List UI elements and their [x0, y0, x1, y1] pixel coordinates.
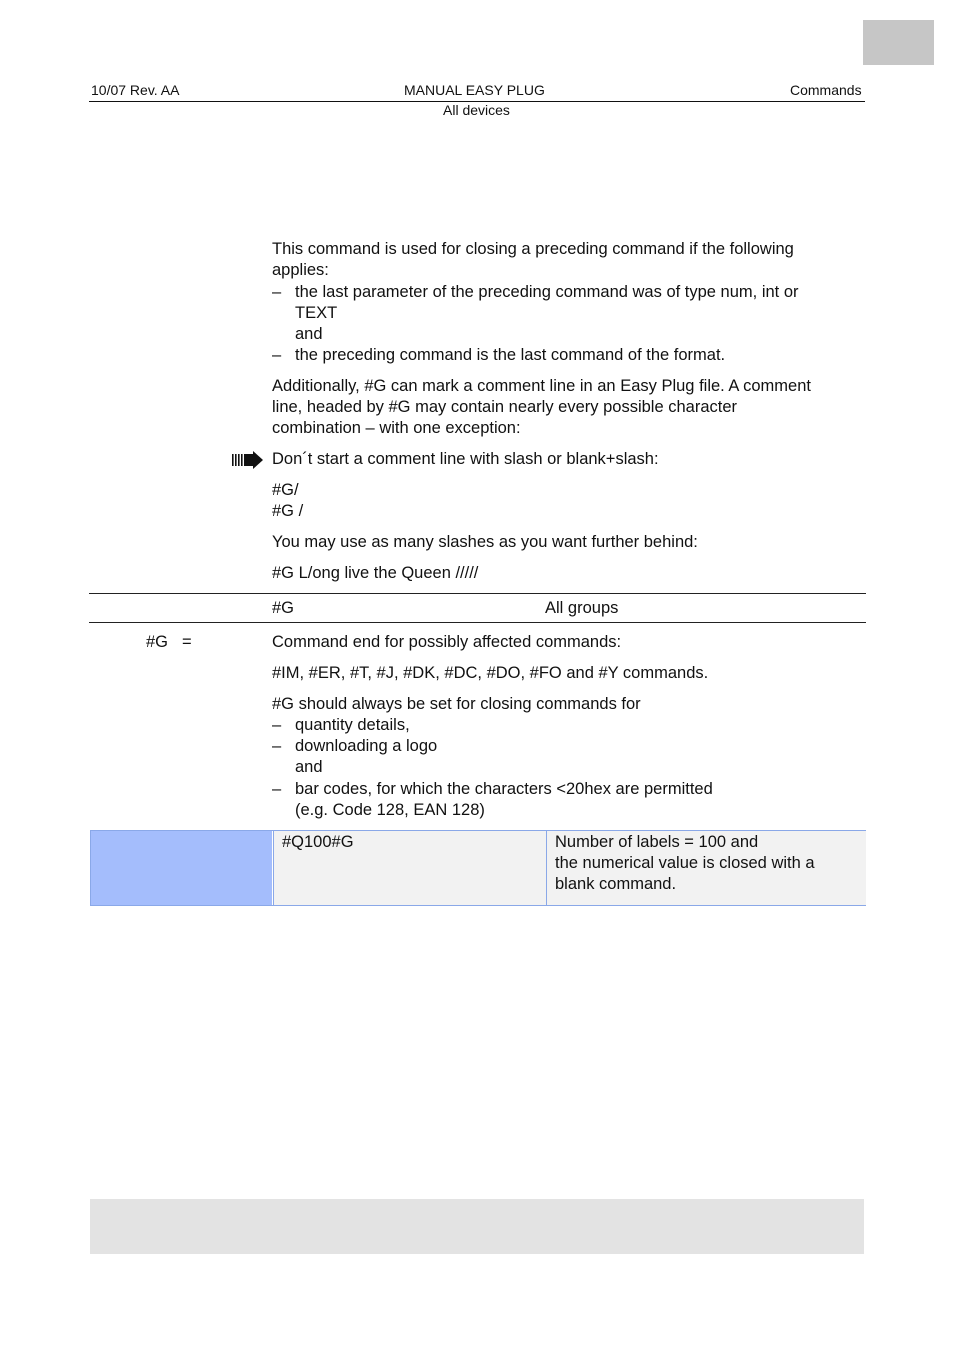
affected-commands: #IM, #ER, #T, #J, #DK, #DC, #DO, #FO and #Y commands. [272, 664, 709, 682]
list-dash: – [272, 716, 282, 734]
intro-paragraph-line: This command is used for closing a preceding command if the following [272, 240, 794, 258]
example-description-line: blank command. [555, 875, 677, 893]
note-text: Don´t start a comment line with slash or blank+slash: [272, 450, 659, 468]
list-item-text: the preceding command is the last command of the format. [295, 346, 726, 364]
syntax-command: #G [272, 599, 295, 617]
list-dash: – [272, 780, 282, 798]
comment-paragraph-line: Additionally, #G can mark a comment line in an Easy Plug file. A comment [272, 377, 811, 395]
param-description: Command end for possibly affected commands: [272, 633, 622, 651]
list-dash: – [272, 737, 282, 755]
list-item-text: (e.g. Code 128, EAN 128) [295, 801, 485, 819]
example-description-line: the numerical value is closed with a [555, 854, 815, 872]
code-example: #G/ [272, 481, 299, 499]
example-description-cell [546, 831, 866, 905]
list-item-text: TEXT [295, 304, 338, 322]
code-example: #G / [272, 502, 304, 520]
comment-paragraph-line: combination – with one exception: [272, 419, 521, 437]
example-description-line: Number of labels = 100 and [555, 833, 759, 851]
syntax-rule-bottom [89, 622, 866, 623]
header-title: MANUAL EASY PLUG [404, 82, 545, 98]
code-example: #G L/ong live the Queen ///// [272, 564, 479, 582]
list-item-text: quantity details, [295, 716, 410, 734]
comment-paragraph-line: line, headed by #G may contain nearly every possible character [272, 398, 738, 416]
header-subtitle: All devices [443, 102, 510, 118]
list-item-text: bar codes, for which the characters <20hex are permitted [295, 780, 713, 798]
list-dash: – [272, 346, 282, 364]
intro-paragraph-line: applies: [272, 261, 329, 279]
slashes-paragraph: You may use as many slashes as you want further behind: [272, 533, 698, 551]
example-table [90, 830, 866, 906]
header-revision: 10/07 Rev. AA [91, 82, 180, 98]
header-section: Commands [790, 82, 862, 98]
list-item-text: the last parameter of the preceding command was of type num, int or [295, 283, 799, 301]
example-code: #Q100#G [282, 833, 354, 851]
param-equals: = [182, 633, 192, 651]
list-item-text: downloading a logo [295, 737, 438, 755]
footer-bar [90, 1199, 864, 1254]
list-dash: – [272, 283, 282, 301]
list-conjunction: and [295, 758, 323, 776]
syntax-rule-top [89, 593, 866, 594]
syntax-group: All groups [545, 599, 619, 617]
param-label: #G [146, 633, 169, 651]
example-code-cell [273, 831, 546, 905]
param-paragraph: #G should always be set for closing commands for [272, 695, 641, 713]
example-label-cell [91, 831, 272, 905]
hand-pointer-arrow-icon [231, 450, 264, 470]
list-conjunction: and [295, 325, 323, 343]
chapter-tab [863, 20, 934, 65]
